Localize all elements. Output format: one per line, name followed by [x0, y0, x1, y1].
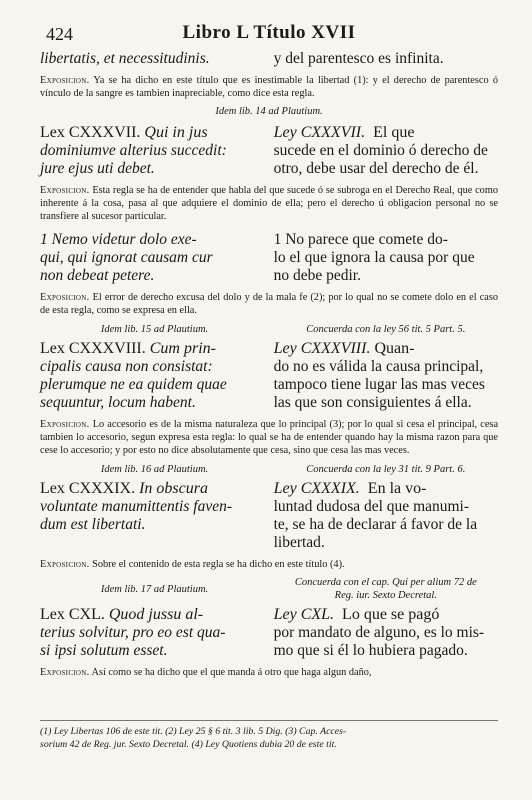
exposicion-paragraph [40, 418, 498, 457]
exposicion-text: Ya se ha dicho en este título que es inestimable la libertad (1): y el derecho de parentesco ó vínculo de la sangre es tambien inapreciable, como dice esta regla. [40, 75, 498, 99]
latin-law-text: voluntate manumittentis faven- [40, 498, 232, 515]
spanish-law-heading: Ley CXL. [273, 606, 335, 623]
exposicion-paragraph [40, 666, 498, 679]
law-140 [40, 606, 498, 660]
latin-law-text: In obscura [139, 480, 208, 497]
spanish-law-text: Lo que se pagó [342, 606, 440, 623]
latin-law-text: non debeat petere. [40, 267, 155, 284]
latin-law-text: dum est libertati. [40, 516, 146, 533]
running-title: Libro L Título XVII [182, 22, 356, 43]
exposicion-paragraph [40, 291, 498, 317]
spanish-law-text: las que son consiguientes á ella. [273, 394, 472, 411]
latin-law-text: dominiumve alterius succedit: [40, 142, 227, 159]
latin-law-text: si ipsi solutum esset. [40, 642, 168, 659]
latin-law-text: sequuntur, locum habent. [40, 394, 196, 411]
latin-law-heading: Lex CXXXIX. [40, 480, 136, 497]
latin-law-text: jure ejus uti debet. [40, 160, 155, 177]
concordance-citation: Concuerda con la ley 31 tit. 9 Part. 6. [306, 464, 466, 475]
spanish-law-text: mo que si él lo hubiera pagado. [273, 642, 468, 659]
latin-law-text: plerumque ne ea quidem quae [40, 376, 227, 393]
source-citation: Idem lib. 14 ad Plautium. [215, 106, 323, 117]
spanish-continuation: y del parentesco es infinita. [273, 50, 444, 67]
running-header [40, 22, 498, 46]
spanish-law-text: luntad dudosa del que manumi- [273, 498, 470, 515]
exposicion-text: Sobre el contenido de esta regla se ha dicho en este título (4). [92, 559, 345, 570]
law-137 [40, 124, 498, 178]
exposicion-label: Exposicion. [40, 559, 90, 570]
latin-law-text: cipalis causa non consistat: [40, 358, 213, 375]
exposicion-label: Exposicion. [40, 419, 90, 430]
latin-law-text: terius solvitur, pro eo est qua- [40, 624, 226, 641]
source-citation: Idem lib. 17 ad Plautium. [100, 583, 209, 595]
latin-law-heading: Lex CXL. [40, 606, 105, 623]
footnote-line: (1) Ley Libertas 106 de este tit. (2) Ley 25 § 6 tit. 3 lib. 5 Dig. (3) Cap. Acces- [40, 726, 347, 737]
spanish-law-heading: Ley CXXXVIII. [273, 340, 371, 357]
latin-law-text: Quod jussu al- [108, 606, 204, 623]
exposicion-text: Esta regla se ha de entender que habla del que sucede ó se subroga en el Derecho Real, que como inherente á la cosa, pasa al que adquiere el dominio de ella; pero el derecho ú obligacion personal no se transfiere al sucesor particular. [40, 185, 498, 222]
latin-law-heading: Lex CXXXVIII. [40, 340, 146, 357]
concordance-line: Concuerda con el cap. Qui per alium 72 de [294, 577, 477, 588]
spanish-law-text: libertad. [273, 534, 325, 551]
exposicion-text: Así como se ha dicho que el que manda á otro que haga algun daño, [91, 667, 372, 678]
exposicion-label: Exposicion. [40, 75, 90, 86]
footnote-line: sorium 42 de Reg. jur. Sexto Decretal. (4) Ley Quotiens dubia 20 de este tit. [40, 739, 337, 750]
source-citation: Idem lib. 15 ad Plautium. [100, 324, 209, 335]
concordance-citation: Concuerda con la ley 56 tit. 5 Part. 5. [306, 324, 466, 335]
law-139 [40, 480, 498, 552]
source-citation: Idem lib. 16 ad Plautium. [100, 464, 209, 475]
exposicion-paragraph [40, 558, 498, 571]
spanish-law-text: te, se ha de declarar á favor de la [273, 516, 478, 533]
exposicion-label: Exposicion. [40, 185, 90, 196]
continuation-row [40, 50, 498, 68]
spanish-law-text: otro, debe usar del derecho de él. [273, 160, 479, 177]
spanish-law-text: no debe pedir. [273, 267, 361, 284]
source-row [40, 323, 498, 336]
law-138 [40, 340, 498, 412]
page-number: 424 [46, 24, 73, 44]
exposicion-paragraph [40, 74, 498, 100]
spanish-law-text: Quan- [374, 340, 415, 357]
spanish-law-heading: Ley CXXXVII. [273, 124, 366, 141]
latin-law-text: 1 Nemo videtur dolo exe- [40, 231, 197, 248]
source-row [40, 463, 498, 476]
concordance-line: Reg. iur. Sexto Decretal. [334, 590, 437, 601]
exposicion-paragraph [40, 184, 498, 223]
latin-continuation: libertatis, et necessitudinis. [40, 50, 210, 67]
spanish-law-text: El que [373, 124, 415, 141]
exposicion-label: Exposicion. [40, 667, 90, 678]
spanish-law-text: 1 No parece que comete do- [273, 231, 448, 248]
footnotes [40, 720, 498, 751]
concordance-citation [274, 576, 498, 602]
spanish-law-text: por mandato de alguno, es lo mis- [273, 624, 485, 641]
latin-law-heading: Lex CXXXVII. [40, 124, 141, 141]
spanish-law-text: do no es válida la causa principal, [273, 358, 484, 375]
law-136-paragraph-1 [40, 231, 498, 285]
book-page [40, 22, 498, 684]
spanish-law-heading: Ley CXXXIX. [273, 480, 360, 497]
spanish-law-text: tampoco tiene lugar las mas veces [273, 376, 485, 393]
latin-law-text: Cum prin- [149, 340, 216, 357]
spanish-law-text: lo el que ignora la causa por que [273, 249, 475, 266]
exposicion-text: El error de derecho excusa del dolo y de la mala fe (2); por lo qual no se comete dolo en el caso de esta regla, como se expresa en ella. [40, 292, 498, 316]
latin-law-text: Qui in jus [144, 124, 208, 141]
latin-law-text: qui, qui ignorat causam cur [40, 249, 213, 266]
exposicion-text: Lo accesorio es de la misma naturaleza que lo principal (3); por lo qual si cesa el principal, cesa tambien lo accesorio, segun expresa esta regla: lo qual se ha de entender quando hay la misma razon para que cese lo accesorio; y por esto no dice absolutamente que cesa, sino que cesa las mas veces. [40, 419, 499, 456]
source-row [40, 576, 498, 602]
spanish-law-text: En la vo- [367, 480, 427, 497]
spanish-law-text: sucede en el dominio ó derecho de [273, 142, 488, 159]
exposicion-label: Exposicion. [40, 292, 90, 303]
